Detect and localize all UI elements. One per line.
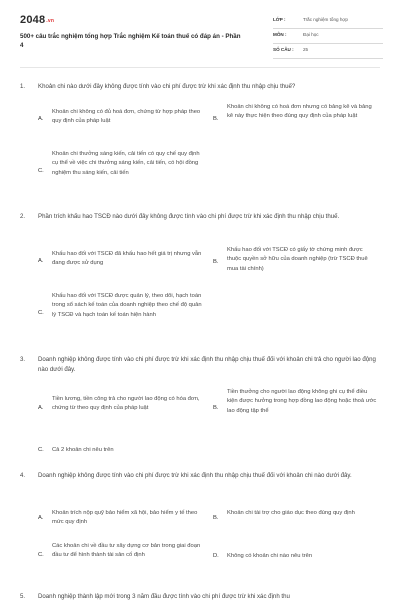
question-body: Khoản chi nào dưới đây không được tính vào chi phí được trừ khi xác định thu nhập chịu thuế? bbox=[38, 83, 296, 90]
option-letter: C. bbox=[38, 310, 44, 316]
question-body: Doanh nghiệp thành lập mới trong 3 năm đầu được tính vào chi phí được trừ khi xác định thu bbox=[38, 593, 290, 600]
option-letter: A. bbox=[38, 515, 44, 521]
option-text: Khoản chi tài trợ cho giáo dục theo đúng quy định bbox=[227, 510, 355, 516]
header-divider bbox=[20, 67, 380, 68]
question-number: 4. bbox=[20, 472, 26, 479]
option-letter: B. bbox=[213, 515, 219, 521]
option-text: Khấu hao đối với TSCĐ có giấy tờ chứng minh được thuộc quyền sở hữu của doanh nghiệp (trừ TSCĐ thuê mua tài chính) bbox=[227, 247, 368, 272]
option-letter: C. bbox=[38, 168, 44, 174]
option-letter: B. bbox=[213, 405, 219, 411]
option-text: Khấu hao đối với TSCĐ được quản lý, theo dõi, hạch toán trong sổ sách kế toán của doanh nghiệp theo chế độ quản lý TSCĐ và hạch toán kế toán hiện hành bbox=[52, 293, 202, 318]
meta-label: LỚP : bbox=[273, 17, 286, 22]
option-text: Không có khoản chi nào nêu trên bbox=[227, 553, 313, 559]
document-header bbox=[20, 14, 380, 64]
logo-suffix: .vn bbox=[46, 18, 55, 24]
meta-value: Trắc nghiệm tổng hợp bbox=[303, 17, 348, 22]
question-body: Doanh nghiệp không được tính vào chi phí được trừ khi xác định thu nhập chịu thuế đối với khoản chi trả cho người lao động nào dưới đây. bbox=[38, 356, 376, 373]
option-letter: C. bbox=[38, 447, 44, 453]
meta-value: 25 bbox=[303, 47, 309, 52]
question-number: 3. bbox=[20, 356, 26, 363]
question-body: Doanh nghiệp không được tính vào chi phí được trừ khi xác định thu nhập chịu thuế đối với khoản chi nào dưới đây. bbox=[38, 472, 352, 479]
meta-row-subject bbox=[273, 29, 383, 44]
meta-value: Đại học bbox=[303, 32, 319, 37]
option-text: Khoản trích nộp quỹ bảo hiểm xã hội, bảo hiểm y tế theo mức quy định bbox=[52, 510, 198, 526]
meta-label: MÔN : bbox=[273, 32, 287, 37]
option-text: Tiền thưởng cho người lao động không ghi cụ thể điều kiện được hưởng trong hợp đồng lao động hoặc thoả ước lao động tập thể bbox=[227, 389, 377, 414]
question-body: Phần trích khấu hao TSCĐ nào dưới đây không được tính vào chi phí được trừ khi xác định thu nhập chịu thuế. bbox=[38, 213, 340, 220]
option-text: Khoản chi thưởng sáng kiến, cải tiến có quy chế quy định cụ thể về việc chi thưởng sáng kiến, cải tiến, có hội đồng nghiệm thu sáng kiến, cải tiến bbox=[52, 151, 200, 176]
option-text: Khoản chi không có đủ hoá đơn, chứng từ hợp pháp theo quy định của pháp luật bbox=[52, 109, 201, 125]
option-text: Các khoản chi về đầu tư xây dựng cơ bản trong giai đoạn đầu tư để hình thành tài sản cố định bbox=[52, 543, 201, 559]
option-letter: A. bbox=[38, 116, 44, 122]
meta-table bbox=[273, 14, 383, 59]
logo-text: 2048 bbox=[20, 14, 46, 26]
option-letter: B. bbox=[213, 259, 219, 265]
option-letter: C. bbox=[38, 552, 44, 558]
meta-label: SỐ CÂU : bbox=[273, 47, 294, 52]
option-text: Khoản chi không có hoá đơn nhưng có bảng kê và bảng kê này thực hiện theo đúng quy định của pháp luật bbox=[227, 104, 372, 120]
question-number: 1. bbox=[20, 83, 26, 90]
option-letter: A. bbox=[38, 405, 44, 411]
meta-row-count bbox=[273, 44, 383, 59]
site-logo[interactable] bbox=[20, 14, 54, 26]
question-number: 5. bbox=[20, 593, 26, 600]
document-title: 500+ câu trắc nghiệm tổng hợp Trắc nghiệm Kế toán thuế có đáp án - Phần 4 bbox=[20, 33, 241, 49]
option-letter: D. bbox=[213, 553, 219, 559]
option-text: Tiền lương, tiền công trả cho người lao động có hóa đơn, chứng từ theo quy định của pháp luật bbox=[52, 396, 200, 412]
option-letter: B. bbox=[213, 116, 219, 122]
option-text: Khấu hao đối với TSCĐ đã khấu hao hết giá trị nhưng vẫn đang được sử dụng bbox=[52, 251, 202, 267]
option-text: Cả 2 khoản chi nêu trên bbox=[52, 447, 114, 453]
meta-row-class bbox=[273, 14, 383, 29]
option-letter: A. bbox=[38, 258, 44, 264]
question-number: 2. bbox=[20, 213, 26, 220]
